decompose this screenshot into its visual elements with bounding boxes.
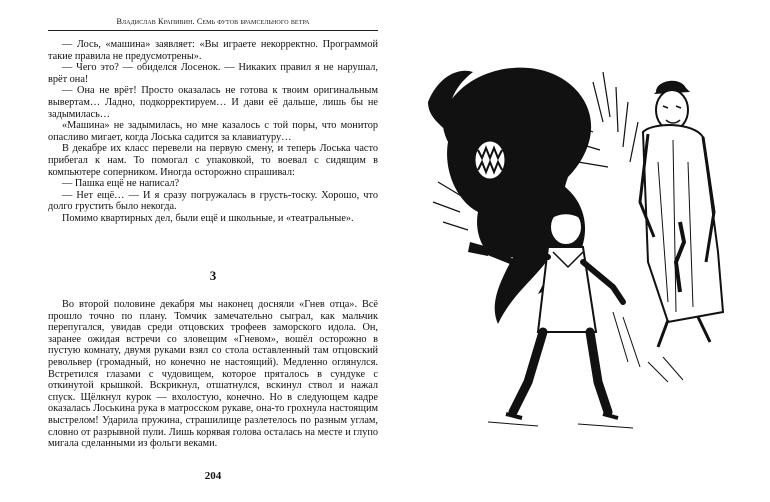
running-head: Владислав Крапивин. Семь футов брамсельного ветра	[116, 17, 310, 26]
paragraph: — Лось, «машина» заявляет: «Вы играете некорректно. Программой такие правила не предусмотрены».	[48, 39, 378, 62]
paragraph: «Машина» не задымилась, но мне казалось с той поры, что монитор опасливо мигает, когда Лоська садится за клавиатуру…	[48, 120, 378, 143]
paragraph: — Нет ещё… — И я сразу погружалась в грусть-тоску. Хорошо, что долго грустить было некогда.	[48, 189, 378, 213]
text-block-after-chapter	[48, 299, 378, 450]
paragraph: Помимо квартирных дел, были ещё и школьные, и «театральные».	[62, 212, 354, 224]
header-rule	[48, 30, 378, 31]
paragraph: — Пашка ещё не написал?	[62, 178, 180, 190]
page-number: 204	[204, 470, 222, 482]
paragraph: Во второй половине декабря мы наконец досняли «Гнев отца». Всё прошло точно по плану. Томчик замечательно сыграл, как мальчик перепугался, увидав среди отцовских трофеев заморского идола. Он, заранее ожидая встречи со зловещим «Гневом», вошёл осторожно в пустую комнату, двумя руками взял со стола оставленный там отцовский револьвер (громадный, но конечно не настоящий). Медленно оглянулся. Встретился глазами с чудовищем, которое пряталось в сундуке с откинутой крышкой. Вскрикнул, отшатнулся, вскинул ствол и нажал спуск. Щёлкнул курок — вхолостую, конечно. Но в следующем кадре оказалась Лоськина рука в матросском рукаве, она-то грохнула настоящим выстрелом! Ударила пружина, страшилище разлетелось по разным углам, словно от разрывной пули. Лишь корявая голова осталась на месте и глупо мигала сделанными из фольги веками.	[48, 299, 378, 450]
left-page	[48, 0, 378, 502]
paragraph: — Чего это? — обиделся Лосенок. — Никаких правил я не нарушал, врёт она!	[48, 62, 378, 85]
ink-illustration	[418, 62, 748, 442]
chapter-number: 3	[209, 268, 217, 283]
paragraph: — Она не врёт! Просто оказалась не готова к твоим оригинальным вывертам… Ладно, подкорректируем… И дави её дальше, лишь бы не задымилась…	[48, 85, 378, 120]
text-block-before-chapter	[48, 39, 378, 225]
paragraph: В декабре их класс перевели на первую смену, и теперь Лоська часто прибегал к нам. То помогал с упаковкой, то воевал с сидящим в компьютере соперником. Иногда осторожно спрашивал:	[48, 143, 378, 178]
